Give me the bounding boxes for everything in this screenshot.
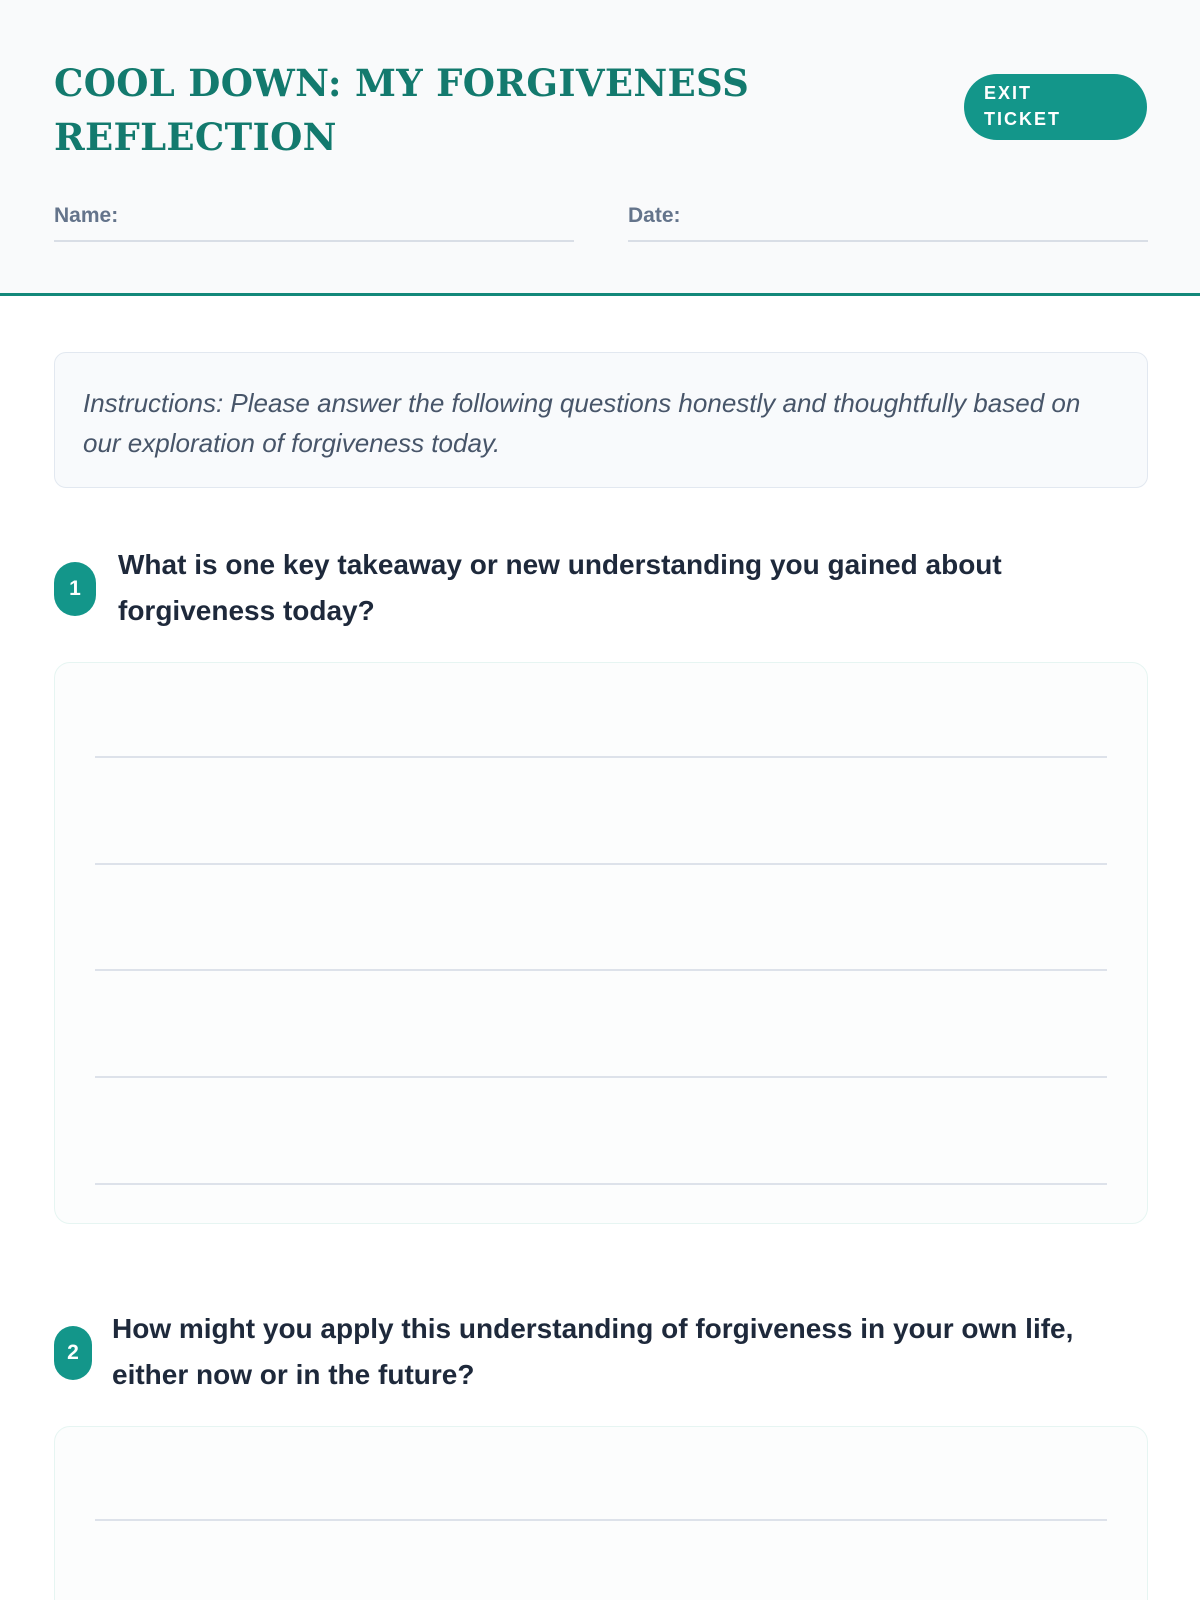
answer-line <box>95 1183 1107 1185</box>
question-text-2: How might you apply this understanding of forgiveness in your own life, either now or in the future? <box>112 1313 1074 1390</box>
question-text-1: What is one key takeaway or new understanding you gained about forgiveness today? <box>118 549 1002 626</box>
worksheet-header <box>0 0 1200 296</box>
question-number-2: 2 <box>54 1326 92 1380</box>
date-field[interactable] <box>628 198 1148 242</box>
answer-box-2[interactable] <box>54 1426 1148 1600</box>
answer-line <box>95 969 1107 971</box>
answer-line <box>95 1076 1107 1078</box>
answer-line <box>95 756 1107 758</box>
instructions-box: Instructions: Please answer the following questions honestly and thoughtfully based on our exploration of forgiveness today. <box>54 352 1148 488</box>
answer-line <box>95 1519 1107 1521</box>
date-label: Date: <box>628 204 681 227</box>
name-field[interactable] <box>54 198 574 242</box>
question-number-1: 1 <box>54 562 96 616</box>
answer-line <box>95 863 1107 865</box>
page-title: COOL DOWN: MY FORGIVENESS REFLECTION <box>54 61 750 159</box>
exit-ticket-badge: EXIT TICKET <box>964 74 1147 140</box>
answer-box-1[interactable] <box>54 662 1148 1224</box>
name-label: Name: <box>54 204 119 227</box>
